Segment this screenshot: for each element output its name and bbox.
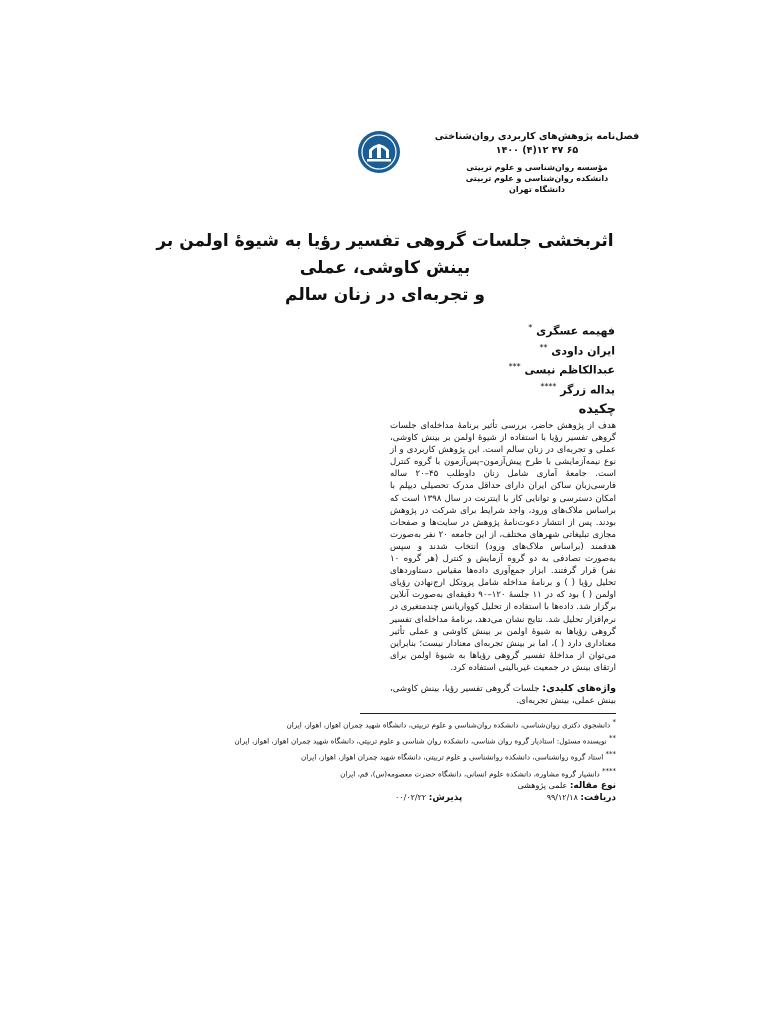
footnote-text: استاد گروه روانشناسی، دانشکده روانشناسی و علوم تربیتی، دانشگاه شهید چمران اهواز، اهواز، ایران [301, 752, 604, 762]
accepted-value: ۰۰/۰۲/۲۲ [395, 793, 427, 802]
received-date [547, 792, 616, 804]
footnote-mark: **** [602, 766, 616, 775]
footnote-text: دانشیار گروه مشاوره، دانشکده علوم انسانی، دانشگاه حضرت معصومه(س)، قم، ایران [340, 768, 600, 778]
journal-issue: ۶۵ ۴۷ ۱۲(۴) ۱۴۰۰ [495, 145, 579, 156]
journal-title: فصل‌نامه پژوهش‌های کاربردی روان‌شناختی [434, 131, 640, 142]
author-mark: *** [508, 362, 521, 372]
author-mark: * [528, 323, 533, 332]
accepted-label: پذیرش: [428, 793, 463, 803]
article-type-value: علمی پژوهشی [517, 781, 568, 790]
footnote-item [150, 748, 616, 764]
author-mark: ** [539, 342, 548, 352]
article-title-line-1: اثربخشی جلسات گروهی تفسیر رؤیا به شیوۀ اولمن بر بینش کاوشی، عملی [156, 231, 614, 278]
article-meta [395, 780, 616, 804]
author-item [490, 340, 615, 360]
article-title-line-2: و تجربه‌ای در زنان سالم [285, 285, 485, 305]
author-name: عبدالکاظم نیسی [524, 363, 615, 377]
footnote-list [150, 716, 616, 781]
keywords-label: واژه‌های کلیدی: [542, 683, 616, 694]
article-type [395, 780, 616, 792]
university-of-tehran-logo-icon [357, 130, 401, 174]
article-dates [395, 792, 616, 804]
author-mark: **** [540, 381, 557, 391]
footnote-item [150, 732, 616, 748]
keywords-text: جلسات گروهی تفسیر رؤیا، بینش کاوشی، بینش عملی، بینش تجربه‌ای. [390, 684, 616, 707]
article-title [150, 228, 620, 309]
footnote-item [150, 716, 616, 732]
received-value: ۹۹/۱۲/۱۸ [546, 793, 578, 802]
author-name: ایران داودی [551, 344, 615, 358]
footnote-text: دانشجوی دکتری روان‌شناسی، دانشکده روان‌شناسی و علوم تربیتی، دانشگاه شهید چمران اهواز، اهواز، ایران [286, 720, 611, 730]
abstract-heading: چکیده [578, 402, 616, 417]
journal-header [430, 130, 644, 195]
author-name: یداله زرگر [560, 383, 615, 397]
author-list [490, 320, 615, 399]
author-name: فهیمه عسگری [536, 324, 615, 338]
author-item [490, 320, 615, 340]
footnote-divider [360, 713, 616, 714]
abstract-body: هدف از پژوهش حاضر، بررسی تأثیر برنامۀ مداخله‌ای جلسات گروهی تفسیر رؤیا با استفاده از شیوۀ اولمن بر بینش کاوشی، عملی و تجربه‌ای در زنان سالم است. این پژوهش کاربردی و از نوع نیمه‌آزمایشی با طرح پیش‌آزمون–پس‌آزمون با گروه کنترل است. جامعۀ آماری شامل زنان داوطلب ۴۵–۲۰ ساله فارسی‌زبان ساکن ایران دارای حداقل مدرک تحصیلی دیپلم با امکان دسترسی و توانایی کار با اینترنت در سال ۱۳۹۸ است که براساس ملاک‌های ورود، واجد شرایط برای شرکت در پژوهش بودند. پس از انتشار دعوت‌نامۀ پژوهش در سایت‌ها و صفحات مجازی تبلیغاتی شهرهای مختلف، از این جامعه ۲۰ نفر به‌صورت هدفمند (براساس ملاک‌های ورود) انتخاب شدند و سپس به‌صورت تصادفی به دو گروه آزمایش و کنترل (هر گروه ۱۰ نفر) قرار گرفتند. ابزار جمع‌آوری داده‌ها مقیاس دستاوردهای تحلیل رؤیا ( ) و برنامۀ مداخله شامل پروتکل ارج‌نهادن رؤیای اولمن ( ) بود که در ۱۱ جلسۀ ۱۲۰–۹۰ دقیقه‌ای به‌صورت آنلاین برگزار شد. داده‌ها با استفاده از تحلیل کوواریانس چندمتغیری در نرم‌افزار تحلیل شد. نتایج نشان می‌دهد، برنامۀ مداخله‌ای تفسیر گروهی رؤیاها به شیوۀ اولمن بر بینش کاوشی و عملی تأثیر معناداری دارد ( )، اما بر بینش تجربه‌ای معنادار نیست؛ بنابراین می‌توان از مداخلۀ تفسیر گروهی رؤیاها به شیوۀ اولمن برای ارتقای بینش در جمعیت غیربالینی استفاده کرد. [390, 421, 617, 673]
faculty-name: دانشکده روان‌شناسی و علوم تربیتی [465, 174, 609, 183]
footnote-text: نویسنده مسئول: استادیار گروه روان شناسی، دانشکده روان شناسی و علوم تربیتی، دانشگاه شهید چمران اهواز، اهواز، ایران [234, 736, 607, 746]
accepted-date [395, 792, 462, 804]
article-type-label: نوع مقاله: [569, 781, 616, 791]
university-name: دانشگاه تهران [509, 185, 565, 194]
institute-name: مؤسسه روان‌شناسی و علوم تربیتی [466, 163, 608, 172]
footnote-mark: * [612, 718, 616, 726]
author-item [490, 379, 615, 399]
footnote-item [150, 765, 616, 781]
footnote-mark: *** [605, 750, 616, 759]
received-label: دریافت: [580, 793, 616, 803]
author-item [490, 359, 615, 379]
footnote-mark: ** [609, 734, 616, 743]
keywords [390, 683, 616, 707]
